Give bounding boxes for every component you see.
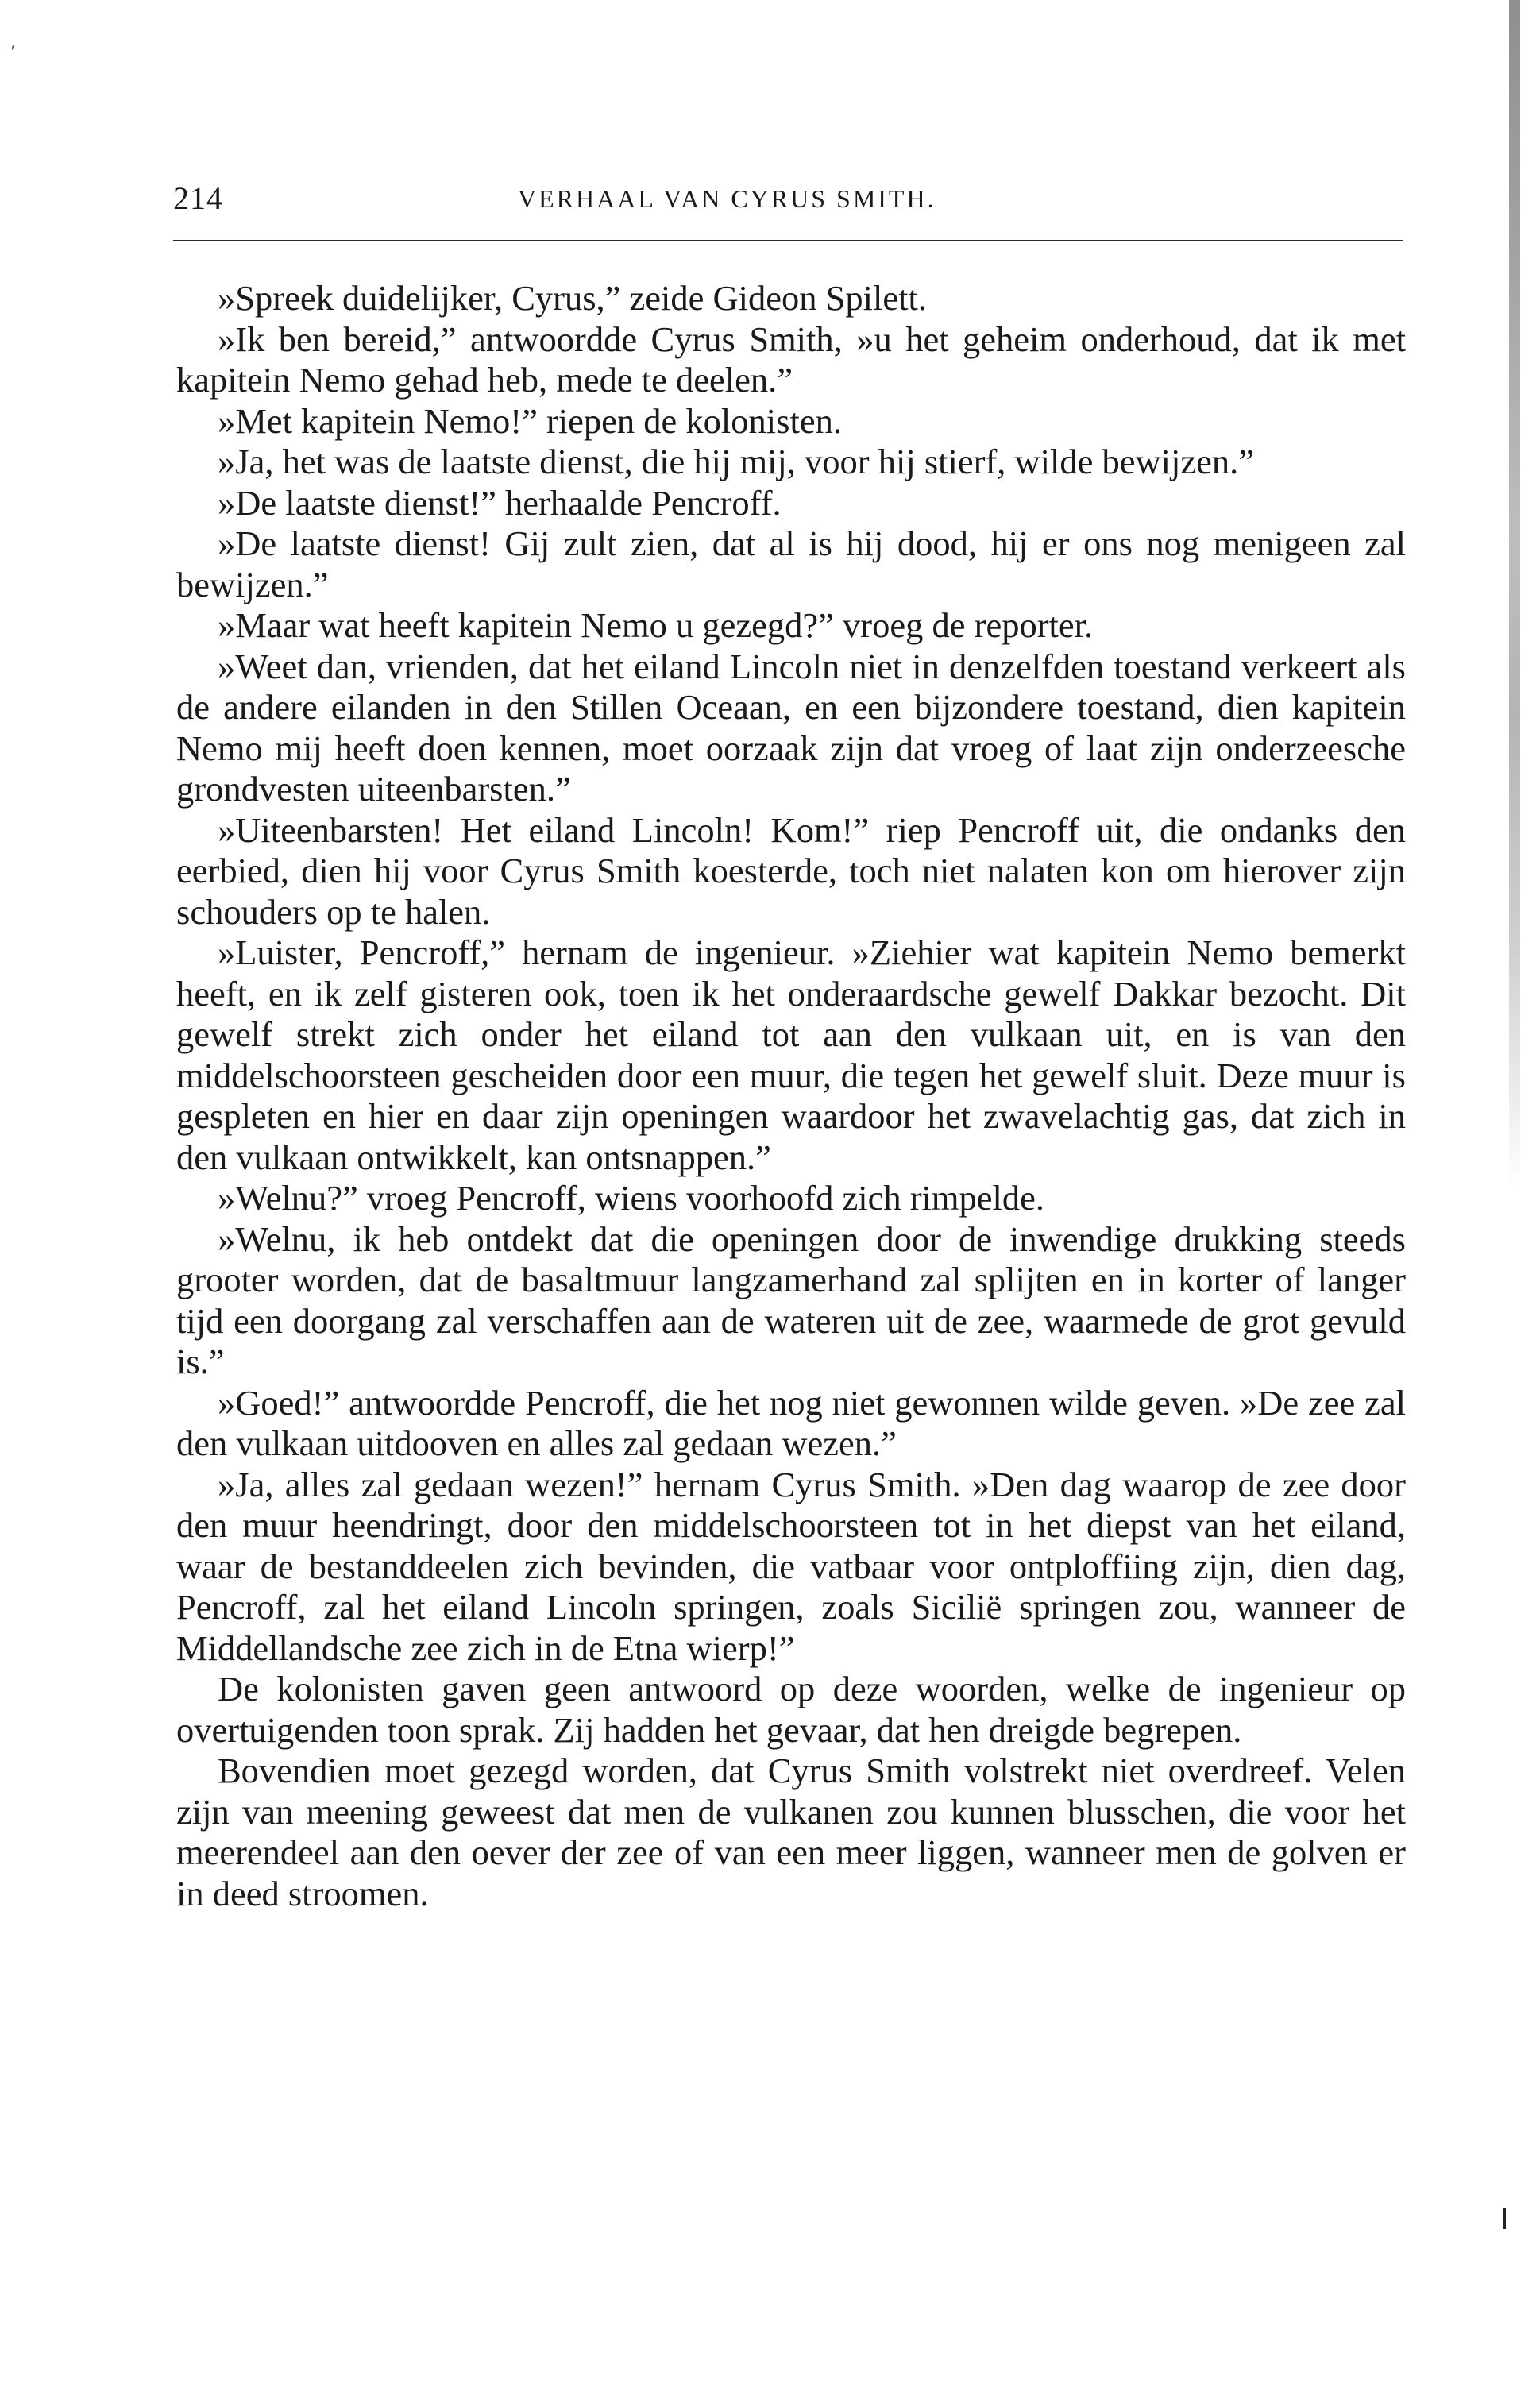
running-title: VERHAAL VAN CYRUS SMITH. (518, 184, 936, 213)
header-rule (173, 240, 1403, 241)
paragraph: De kolonisten gaven geen antwoord op deze woorden, welke de ingenieur op overtuigenden toon sprak. Zij hadden het gevaar, dat hen dreigde begrepen. (176, 1669, 1406, 1750)
paragraph: »Spreek duidelijker, Cyrus,” zeide Gideon Spilett. (218, 278, 927, 318)
page-header (173, 168, 1403, 224)
scanned-page-edge (1509, 0, 1520, 1191)
paragraph: »Goed!” antwoordde Pencroff, die het nog niet gewonnen wilde geven. »De zee zal den vulkaan uitdooven en alles zal gedaan wezen.” (176, 1382, 1406, 1463)
paragraph: Bovendien moet gezegd worden, dat Cyrus Smith volstrekt niet overdreef. Velen zijn van meening geweest dat men de vulkanen zou kunnen blusschen, die voor het meerendeel aan den oever der zee of van een meer liggen, wanneer men de golven er in deed stroomen. (176, 1751, 1406, 1913)
paragraph: »Met kapitein Nemo!” riepen de kolonisten. (218, 400, 842, 441)
text-body (176, 278, 1406, 1914)
paragraph: »Maar wat heeft kapitein Nemo u gezegd?” vroeg de reporter. (218, 605, 1094, 645)
paragraph: »Welnu?” vroeg Pencroff, wiens voorhoofd zich rimpelde. (218, 1178, 1045, 1218)
paragraph: »Uiteenbarsten! Het eiland Lincoln! Kom!” riep Pencroff uit, die ondanks den eerbied, dien hij voor Cyrus Smith koesterde, toch niet nalaten kon om hierover zijn schouders op te halen. (176, 809, 1406, 932)
margin-speck: ′ (11, 41, 15, 61)
paragraph: »Weet dan, vrienden, dat het eiland Lincoln niet in denzelfden toestand verkeert als de andere eilanden in den Stillen Oceaan, en een bijzondere toestand, dien kapitein Nemo mij heeft doen kennen, moet oorzaak zijn dat vroeg of laat zijn onderzeesche grondvesten uiteenbarsten.” (176, 646, 1406, 809)
edge-mark (1503, 2208, 1506, 2229)
paragraph: »Ja, het was de laatste dienst, die hij mij, voor hij stierf, wilde bewijzen.” (218, 442, 1254, 481)
paragraph: »Ik ben bereid,” antwoordde Cyrus Smith, »u het geheim onderhoud, dat ik met kapitein Nemo gehad heb, mede te deelen.” (176, 319, 1406, 400)
paragraph: »Luister, Pencroff,” hernam de ingenieur. »Ziehier wat kapitein Nemo bemerkt heeft, en ik zelf gisteren ook, toen ik het onderaardsche gewelf Dakkar bezocht. Dit gewelf strekt zich onder het eiland tot aan den vulkaan uit, en is van den middelschoorsteen gescheiden door een muur, die tegen het gewelf sluit. Deze muur is gespleten en hier en daar zijn openingen waardoor het zwavelachtig gas, dat zich in den vulkaan ontwikkelt, kan ontsnappen.” (176, 932, 1406, 1177)
paragraph: »De laatste dienst!” herhaalde Pencroff. (218, 482, 782, 523)
page-number: 214 (173, 180, 223, 216)
paragraph: »Welnu, ik heb ontdekt dat die openingen door de inwendige drukking steeds grooter worden, dat de basaltmuur langzamerhand zal splijten en in korter of langer tijd een doorgang zal verschaffen aan de wateren uit de zee, waarmede de grot gevuld is.” (176, 1218, 1406, 1381)
paragraph: »Ja, alles zal gedaan wezen!” hernam Cyrus Smith. »Den dag waarop de zee door den muur heendringt, door den middelschoorsteen tot in het diepst van het eiland, waar de bestanddeelen zich bevinden, die vatbaar voor ontploffiing zijn, dien dag, Pencroff, zal het eiland Lincoln springen, zoals Sicilië springen zou, wanneer de Middellandsche zee zich in de Etna wierp!” (176, 1464, 1406, 1668)
paragraph: »De laatste dienst! Gij zult zien, dat al is hij dood, hij er ons nog menigeen zal bewijzen.” (176, 523, 1406, 604)
